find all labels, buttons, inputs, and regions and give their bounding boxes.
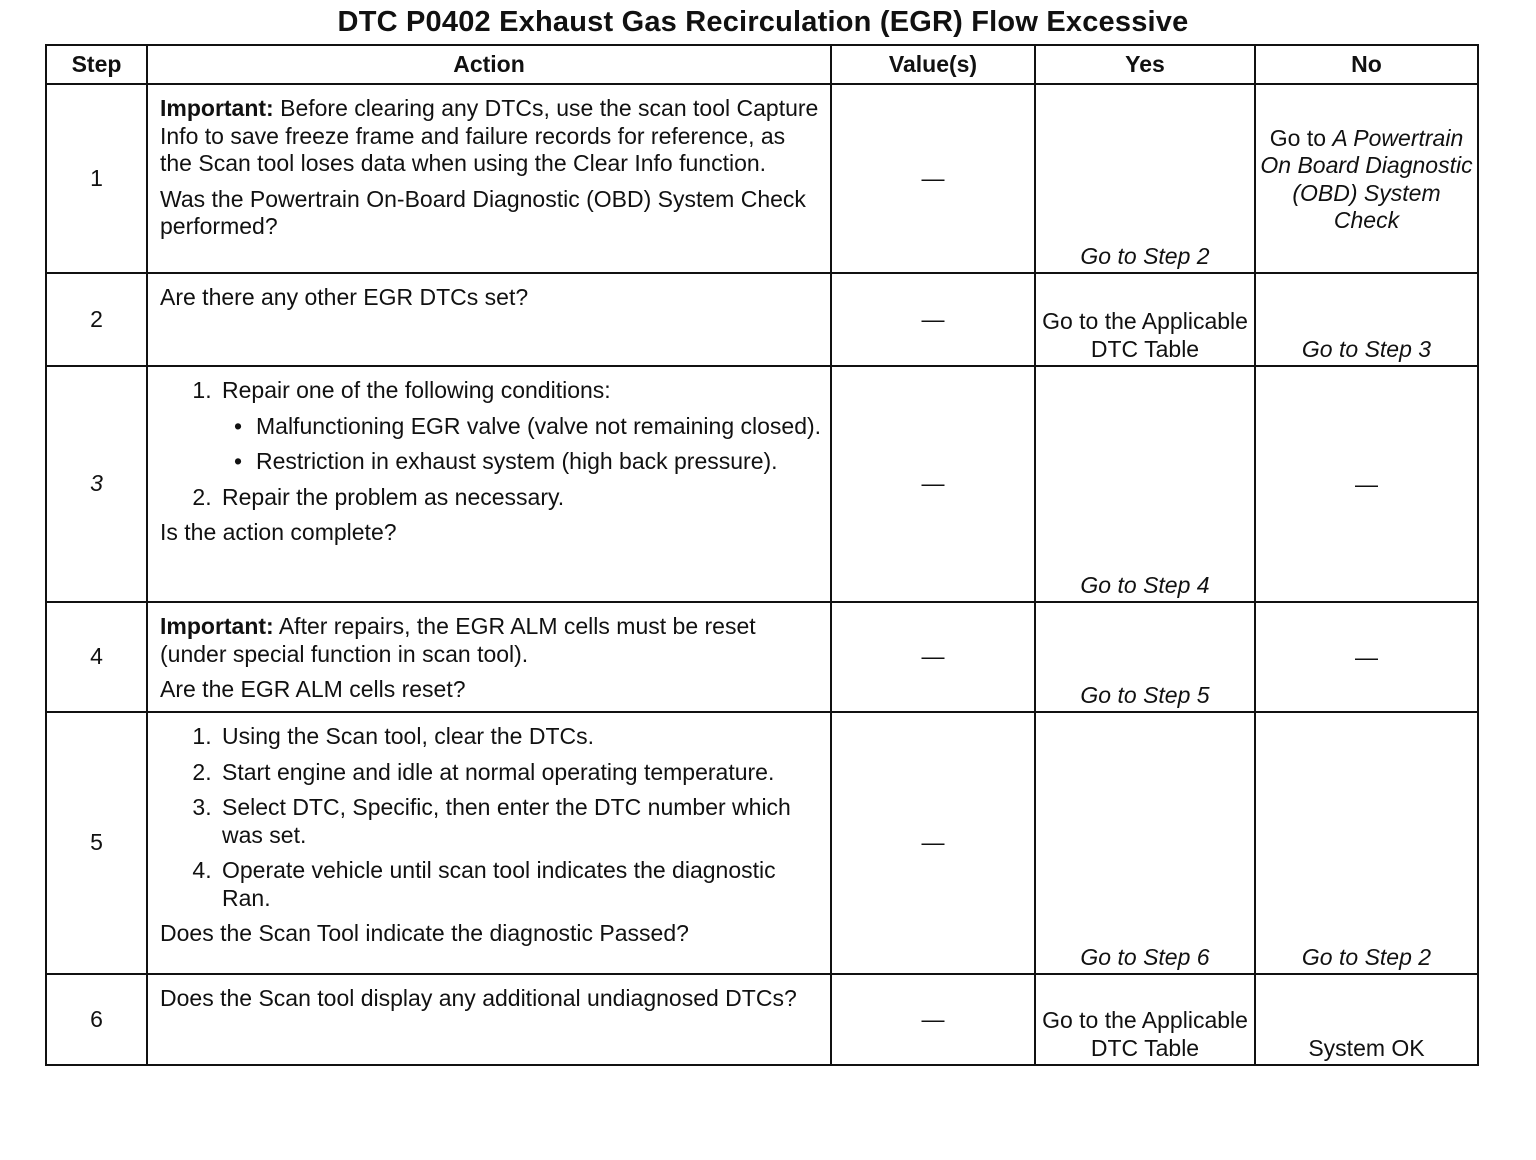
action-cell bbox=[147, 84, 831, 273]
important-text: Before clearing any DTCs, use the scan tool Capture Info to save freeze frame and failure records for reference, as the Scan tool loses data when using the Clear Info function. bbox=[160, 95, 819, 176]
table-row bbox=[46, 712, 1478, 974]
bullet-item: • Restriction in exhaust system (high back pressure). bbox=[256, 448, 822, 476]
important-label: Important: bbox=[160, 613, 274, 639]
table-row bbox=[46, 602, 1478, 712]
table-row bbox=[46, 273, 1478, 366]
step-number: 4 bbox=[46, 602, 147, 712]
yes-link[interactable]: Go to Step 5 bbox=[1035, 602, 1255, 712]
value-cell: — bbox=[831, 273, 1035, 366]
bullet-list bbox=[222, 413, 822, 476]
value-cell: — bbox=[831, 366, 1035, 602]
list-item bbox=[218, 377, 822, 476]
list-item: 2. Start engine and idle at normal operating temperature. bbox=[218, 759, 822, 787]
action-question: Does the Scan Tool indicate the diagnostic Passed? bbox=[160, 920, 689, 946]
action-question: Does the Scan tool display any additional undiagnosed DTCs? bbox=[147, 974, 831, 1065]
action-question: Are the EGR ALM cells reset? bbox=[160, 676, 466, 702]
diagnostic-table bbox=[45, 44, 1479, 1066]
yes-link[interactable]: Go to the Applicable DTC Table bbox=[1035, 974, 1255, 1065]
step-number: 5 bbox=[46, 712, 147, 974]
step-number: 1 bbox=[46, 84, 147, 273]
list-item: 3. Select DTC, Specific, then enter the DTC number which was set. bbox=[218, 794, 822, 849]
no-value: — bbox=[1255, 366, 1478, 602]
header-yes: Yes bbox=[1035, 45, 1255, 84]
no-link[interactable] bbox=[1255, 84, 1478, 273]
action-cell bbox=[147, 366, 831, 602]
table-row bbox=[46, 84, 1478, 273]
important-note bbox=[160, 613, 822, 668]
value-cell: — bbox=[831, 974, 1035, 1065]
list-item: 2. Repair the problem as necessary. bbox=[218, 484, 822, 512]
no-result: System OK bbox=[1255, 974, 1478, 1065]
header-no: No bbox=[1255, 45, 1478, 84]
yes-link[interactable]: Go to the Applicable DTC Table bbox=[1035, 273, 1255, 366]
step-number: 3 bbox=[46, 366, 147, 602]
no-prefix: Go to bbox=[1269, 124, 1333, 151]
table-header-row bbox=[46, 45, 1478, 84]
important-note bbox=[160, 95, 822, 178]
header-values: Value(s) bbox=[831, 45, 1035, 84]
no-link[interactable]: Go to Step 2 bbox=[1255, 712, 1478, 974]
step-number: 6 bbox=[46, 974, 147, 1065]
no-value: — bbox=[1255, 602, 1478, 712]
step-number: 2 bbox=[46, 273, 147, 366]
yes-link[interactable]: Go to Step 4 bbox=[1035, 366, 1255, 602]
bullet-item: • Malfunctioning EGR valve (valve not remaining closed). bbox=[256, 413, 822, 441]
table-row bbox=[46, 974, 1478, 1065]
value-cell: — bbox=[831, 84, 1035, 273]
important-text: After repairs, the EGR ALM cells must be reset (under special function in scan tool). bbox=[160, 613, 756, 667]
action-question: Are there any other EGR DTCs set? bbox=[147, 273, 831, 366]
list-item: 4. Operate vehicle until scan tool indicates the diagnostic Ran. bbox=[218, 857, 822, 912]
action-cell bbox=[147, 602, 831, 712]
action-steps bbox=[160, 723, 822, 912]
value-cell: — bbox=[831, 602, 1035, 712]
list-item: 1. Using the Scan tool, clear the DTCs. bbox=[218, 723, 822, 751]
value-cell: — bbox=[831, 712, 1035, 974]
yes-link[interactable]: Go to Step 6 bbox=[1035, 712, 1255, 974]
action-question: Was the Powertrain On-Board Diagnostic (OBD) System Check performed? bbox=[160, 185, 806, 239]
header-step: Step bbox=[46, 45, 147, 84]
table-row bbox=[46, 366, 1478, 602]
yes-link[interactable]: Go to Step 2 bbox=[1035, 84, 1255, 273]
action-question: Is the action complete? bbox=[160, 519, 397, 545]
list-item-text: Repair one of the following conditions: bbox=[222, 377, 611, 403]
action-steps bbox=[160, 377, 822, 511]
page-title: DTC P0402 Exhaust Gas Recirculation (EGR) Flow Excessive bbox=[337, 6, 1189, 38]
action-cell bbox=[147, 712, 831, 974]
no-link[interactable]: Go to Step 3 bbox=[1255, 273, 1478, 366]
important-label: Important: bbox=[160, 95, 274, 121]
no-italic: A Powertrain On Board Diagnostic (OBD) System Check bbox=[1260, 124, 1473, 233]
header-action: Action bbox=[147, 45, 831, 84]
